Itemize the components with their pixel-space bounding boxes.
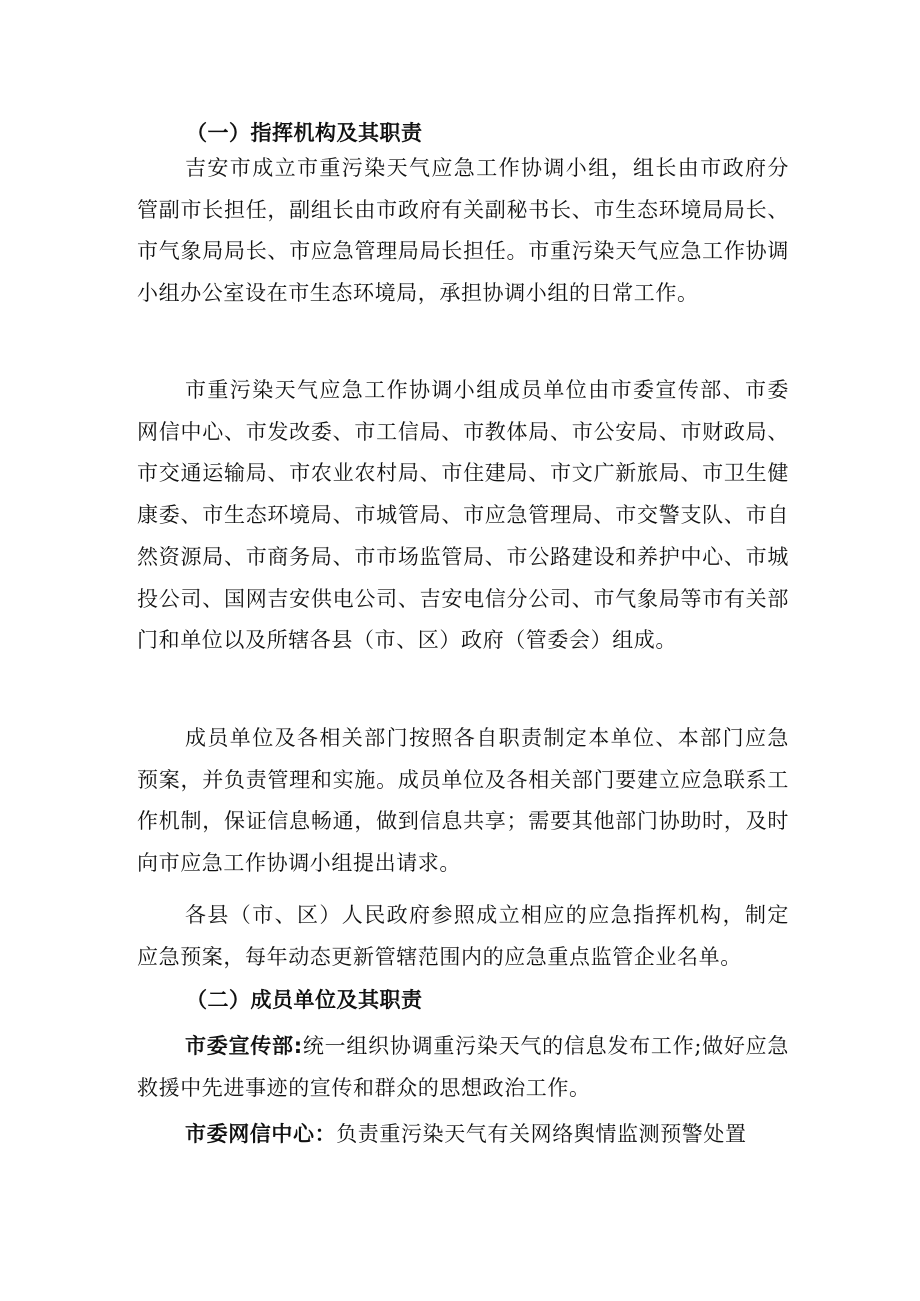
paragraph-coordination-group: 吉安市成立市重污染天气应急工作协调小组，组长由市政府分管副市长担任，副组长由市政府有关副秘书长、市生态环境局局长、市气象局局长、市应急管理局局长担任。市重污染天气应急工作协调小组办公室设在市生态环境局，承担协调小组的日常工作。: [137, 156, 789, 306]
entry-unit-name: 市委网信中心：: [185, 1122, 337, 1146]
entry-unit-name: 市委宣传部:: [185, 1034, 303, 1058]
section-heading-command-structure: （一）指挥机构及其职责: [186, 121, 423, 145]
entry-cyberspace-center: [137, 1114, 789, 1156]
section-heading-member-units: （二）成员单位及其职责: [186, 988, 423, 1012]
paragraph-member-units: 市重污染天气应急工作协调小组成员单位由市委宣传部、市委网信中心、市发改委、市工信局、市教体局、市公安局、市财政局、市交通运输局、市农业农村局、市住建局、市文广新旅局、市卫生健康委、市生态环境局、市城管局、市应急管理局、市交警支队、市自然资源局、市商务局、市市场监管局、市公路建设和养护中心、市城投公司、国网吉安供电公司、吉安电信分公司、市气象局等市有关部门和单位以及所辖各县（市、区）政府（管委会）组成。: [137, 378, 789, 653]
entry-unit-duty: 负责重污染天气有关网络舆情监测预警处置: [336, 1122, 747, 1146]
paragraph-county-governments: 各县（市、区）人民政府参照成立相应的应急指挥机构，制定应急预案，每年动态更新管辖范围内的应急重点监管企业名单。: [137, 903, 789, 969]
entry-propaganda-department: [137, 1026, 789, 1109]
entry-unit-duty: 统一组织协调重污染天气的信息发布工作;做好应急救援中先进事迹的宣传和群众的思想政治工作。: [137, 1034, 789, 1100]
paragraph-emergency-plans: 成员单位及各相关部门按照各自职责制定本单位、本部门应急预案，并负责管理和实施。成员单位及各相关部门要建立应急联系工作机制，保证信息畅通，做到信息共享；需要其他部门协助时，及时向市应急工作协调小组提出请求。: [137, 726, 789, 876]
